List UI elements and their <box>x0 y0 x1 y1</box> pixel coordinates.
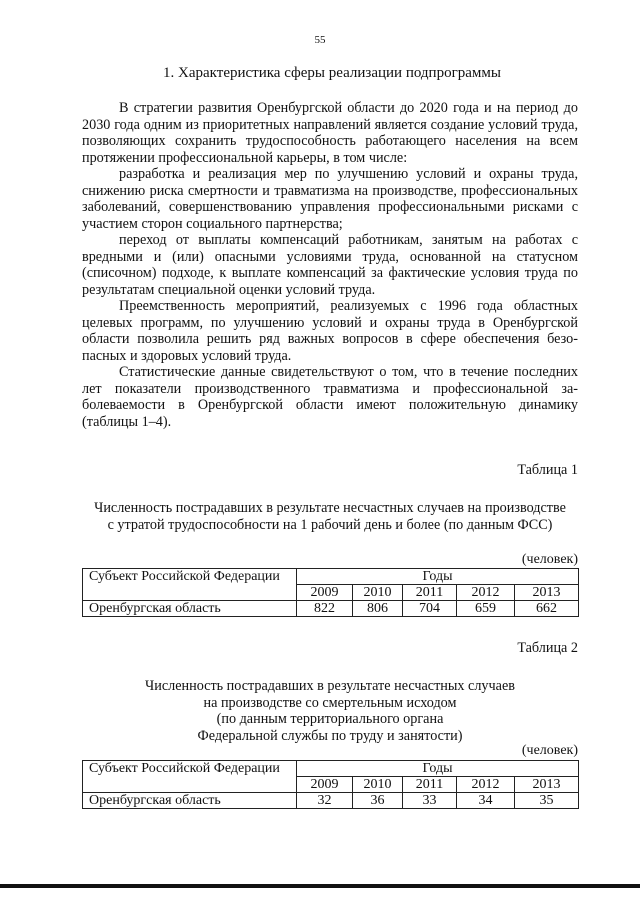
value-cell: 34 <box>457 793 515 809</box>
table-2-title-line: на производстве со смертельным исходом <box>203 694 457 711</box>
table-1-label: Таблица 1 <box>517 462 578 478</box>
years-header: Годы <box>297 569 579 585</box>
years-header: Годы <box>297 761 579 777</box>
paragraph: разработка и реализация мер по улучшению условий и охраны труда, снижению риска смертности и травматизма на производстве, профессиональных заболеваний, совершенствованию управления профессиональными рисками с участием сторон социального партнерства; <box>82 166 578 232</box>
value-cell: 806 <box>353 601 403 617</box>
table-1 <box>82 568 579 617</box>
region-cell: Оренбургская область <box>83 793 297 809</box>
paragraph: В стратегии развития Оренбургской области до 2020 года и на период до 2030 года одним из приоритетных направлений является создание условий труда, позволяющих сохранить трудоспособность работающего населения на всем протяжении профессиональной карьеры, в том числе: <box>82 100 578 166</box>
table-1-unit: (человек) <box>521 552 578 567</box>
year-cell: 2009 <box>297 777 353 793</box>
table-2 <box>82 760 579 809</box>
table-row <box>83 793 579 809</box>
section-heading: 1. Характеристика сферы реализации подпрограммы <box>163 65 501 81</box>
table-2-unit: (человек) <box>521 743 578 758</box>
value-cell: 32 <box>297 793 353 809</box>
year-cell: 2012 <box>457 777 515 793</box>
region-cell: Оренбургская область <box>83 601 297 617</box>
paragraph: Преемственность мероприятий, реализуемых с 1996 года областных целевых программ, по улучшению условий и охраны труда в Оренбургской области позволила решить ряд важных вопросов в сфере обеспечения безопасных и здоровых условий труда. <box>82 298 578 364</box>
table-2-title <box>82 678 578 744</box>
value-cell: 662 <box>515 601 579 617</box>
table-2-title-line: (по данным территориального органа <box>216 711 444 727</box>
paragraph: Статистические данные свидетельствуют о том, что в течение последних лет показатели производственного травматизма и профессиональной заболеваемости в Оренбургской области имеют положительную динамику (таблицы 1–4). <box>82 364 578 430</box>
body-text <box>82 100 578 430</box>
table-header-row <box>83 761 579 777</box>
year-cell: 2013 <box>515 777 579 793</box>
year-cell: 2011 <box>403 777 457 793</box>
value-cell: 36 <box>353 793 403 809</box>
value-cell: 35 <box>515 793 579 809</box>
table-1-title-line: Численность пострадавших в результате несчастных случаев на производстве <box>94 500 566 516</box>
table-1-title-line: с утратой трудоспособности на 1 рабочий день и более (по данным ФСС) <box>107 516 553 533</box>
year-cell: 2010 <box>353 777 403 793</box>
table-1-title <box>82 500 578 533</box>
table-2-title-line: Федеральной службы по труду и занятости) <box>197 727 463 744</box>
page-number: 55 <box>314 34 326 46</box>
table-2-title-line: Численность пострадавших в результате несчастных случаев <box>145 678 515 694</box>
table-row <box>83 601 579 617</box>
footer-rule <box>0 884 640 888</box>
value-cell: 822 <box>297 601 353 617</box>
year-cell: 2009 <box>297 585 353 601</box>
table-header-row <box>83 569 579 585</box>
value-cell: 659 <box>457 601 515 617</box>
table-2-label: Таблица 2 <box>517 640 578 656</box>
value-cell: 33 <box>403 793 457 809</box>
year-cell: 2012 <box>457 585 515 601</box>
year-cell: 2013 <box>515 585 579 601</box>
year-cell: 2011 <box>403 585 457 601</box>
paragraph: переход от выплаты компенсаций работникам, занятым на работах с вредными и (или) опасными условиями труда, основанной на статусном (списочном) подходе, к выплате компенсаций за фактические условия труда по результатам специальной оценки условий труда. <box>82 232 578 298</box>
subject-header: Субъект Российской Федерации <box>83 569 297 601</box>
year-cell: 2010 <box>353 585 403 601</box>
value-cell: 704 <box>403 601 457 617</box>
subject-header: Субъект Российской Федерации <box>83 761 297 793</box>
